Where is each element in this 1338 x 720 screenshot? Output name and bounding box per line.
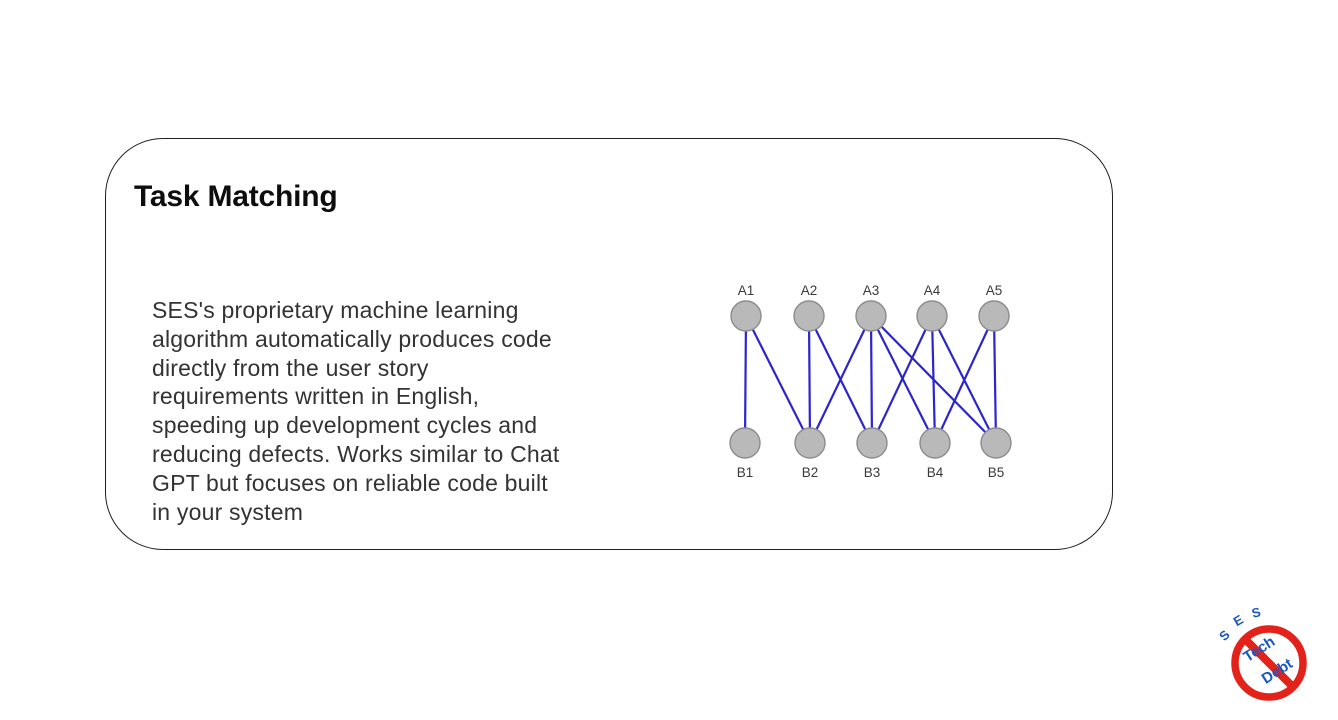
body-line: speeding up development cycles and <box>152 412 538 439</box>
graph-node-label-A3: A3 <box>862 283 880 298</box>
graph-edge-A1-B1 <box>745 316 746 443</box>
graph-edge-A5-B5 <box>994 316 996 443</box>
graph-node-A3 <box>856 301 886 331</box>
graph-node-A2 <box>794 301 824 331</box>
graph-node-label-A1: A1 <box>737 283 755 298</box>
graph-node-label-B5: B5 <box>987 465 1005 480</box>
body-line: SES's proprietary machine learning <box>152 297 519 323</box>
body-line: in your system <box>152 498 304 525</box>
graph-node-A4 <box>917 301 947 331</box>
graph-node-B2 <box>795 428 825 458</box>
body-line: directly from the user story <box>152 354 429 381</box>
graph-edge-A5-B4 <box>935 316 994 443</box>
logo-arc-letter: E <box>1230 611 1246 630</box>
body-line: reducing defects. Works similar to Chat <box>152 440 560 467</box>
graph-edge-A1-B2 <box>746 316 810 443</box>
graph-node-label-B3: B3 <box>863 465 881 480</box>
graph-node-label-B2: B2 <box>801 465 819 480</box>
logo-word-debt: Debt <box>1258 655 1296 688</box>
graph-node-B4 <box>920 428 950 458</box>
graph-node-label-A5: A5 <box>985 283 1003 298</box>
graph-node-A5 <box>979 301 1009 331</box>
body-line: requirements written in English, <box>152 383 480 410</box>
body-line: algorithm automatically produces code <box>152 325 552 352</box>
graph-node-B3 <box>857 428 887 458</box>
graph-node-label-B4: B4 <box>926 465 944 480</box>
slide-body-text <box>152 296 672 526</box>
logo-word-tech: Tech <box>1240 633 1279 666</box>
graph-node-label-A2: A2 <box>800 283 818 298</box>
graph-node-label-B1: B1 <box>736 465 754 480</box>
ses-no-tech-debt-logo <box>1213 598 1321 716</box>
logo-arc-letter: S <box>1250 604 1263 621</box>
graph-node-label-A4: A4 <box>923 283 941 298</box>
bipartite-graph <box>690 258 1050 502</box>
slide-title: Task Matching <box>134 180 338 213</box>
graph-edge-A4-B4 <box>932 316 935 443</box>
graph-node-B1 <box>730 428 760 458</box>
graph-edges <box>745 316 996 443</box>
graph-node-B5 <box>981 428 1011 458</box>
graph-edge-A3-B3 <box>871 316 872 443</box>
graph-edge-A2-B2 <box>809 316 810 443</box>
logo-arc-letter: S <box>1215 626 1233 644</box>
body-line: GPT but focuses on reliable code built <box>152 469 548 496</box>
graph-node-A1 <box>731 301 761 331</box>
